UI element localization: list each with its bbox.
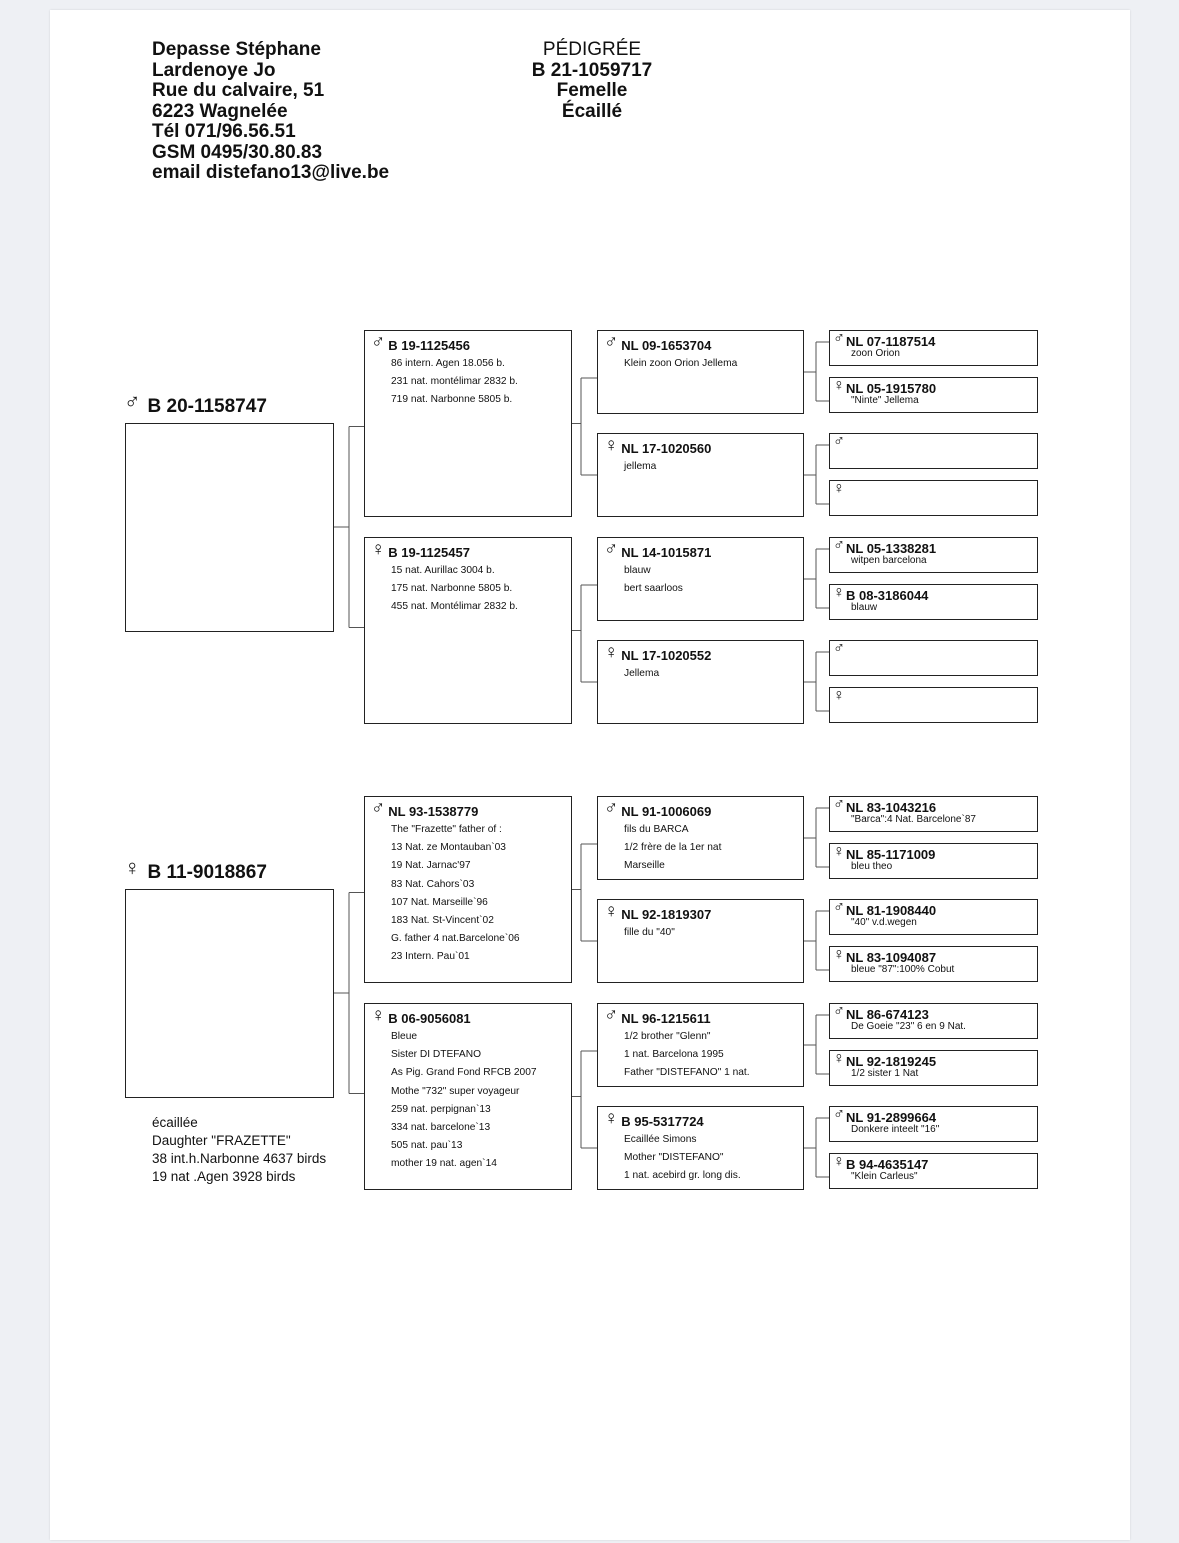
male-symbol-icon: ♂ (124, 389, 141, 414)
ancestor-card[interactable] (597, 640, 804, 724)
female-symbol-icon: ♀ (833, 687, 845, 704)
female-symbol-icon: ♀ (833, 584, 845, 601)
ancestor-card[interactable] (829, 537, 1038, 573)
ring-number: NL 85-1171009 (846, 847, 936, 862)
female-symbol-icon: ♀ (833, 946, 845, 963)
male-symbol-icon: ♂ (371, 332, 386, 353)
owner-contact-block (152, 40, 389, 184)
sire-photo (125, 423, 334, 632)
note-line: witpen barcelona (851, 555, 927, 566)
owner-phone: Tél 071/96.56.51 (152, 121, 296, 142)
ancestor-card[interactable] (597, 1106, 804, 1190)
ancestor-notes (624, 1131, 741, 1186)
male-symbol-icon: ♂ (604, 1005, 619, 1026)
ancestor-card[interactable] (597, 433, 804, 517)
male-symbol-icon: ♂ (604, 332, 619, 353)
ring-number: NL 86-674123 (846, 1007, 929, 1022)
note-line: 334 nat. barcelone`13 (391, 1122, 491, 1134)
ring-number: NL 96-1215611 (621, 1011, 711, 1026)
male-symbol-icon: ♂ (833, 537, 845, 554)
owner-name-1: Depasse Stéphane (152, 39, 321, 60)
male-symbol-icon: ♂ (833, 899, 845, 916)
ring-number: NL 91-2899664 (846, 1110, 937, 1125)
ancestor-card[interactable] (364, 330, 572, 517)
owner-name-2: Lardenoye Jo (152, 59, 276, 81)
female-symbol-icon: ♀ (833, 377, 845, 394)
female-symbol-icon: ♀ (833, 1050, 845, 1067)
female-symbol-icon: ♀ (833, 843, 845, 860)
ancestor-header (604, 1005, 711, 1027)
ancestor-header (604, 901, 712, 923)
ring-number: NL 83-1043216 (846, 800, 937, 815)
ancestor-notes (624, 355, 737, 373)
note-line: 23 Intern. Pau`01 (391, 951, 470, 963)
note-line: 13 Nat. ze Montauban`03 (391, 842, 506, 854)
ring-number: B 11-9018867 (147, 862, 267, 883)
male-symbol-icon: ♂ (833, 433, 845, 450)
ancestor-notes (851, 1021, 966, 1032)
ancestor-header (371, 798, 479, 820)
ring-number: NL 14-1015871 (621, 545, 712, 560)
ring-number: B 08-3186044 (846, 588, 929, 603)
ancestor-card[interactable] (597, 330, 804, 414)
owner-mobile: GSM 0495/30.80.83 (152, 141, 323, 163)
ancestor-notes (391, 1028, 537, 1174)
female-symbol-icon: ♀ (604, 435, 619, 456)
ring-number: NL 17-1020560 (621, 441, 712, 456)
ancestor-notes (851, 348, 900, 359)
ancestor-card[interactable] (829, 1003, 1038, 1039)
ring-number: NL 05-1915780 (846, 381, 937, 396)
ring-number: B 95-5317724 (621, 1114, 704, 1129)
sire-label (124, 389, 267, 418)
female-symbol-icon: ♀ (604, 901, 619, 922)
note-line: blauw (851, 602, 878, 613)
note-line: Ecaillée Simons (624, 1134, 697, 1145)
ring-number: NL 83-1094087 (846, 950, 937, 965)
ancestor-card[interactable] (829, 687, 1038, 723)
owner-city: 6223 Wagnelée (152, 100, 288, 122)
note-line: "40" v.d.wegen (851, 917, 917, 928)
owner-street: Rue du calvaire, 51 (152, 80, 325, 101)
ancestor-card[interactable] (829, 796, 1038, 832)
ring-number: NL 91-1006069 (621, 804, 712, 819)
male-symbol-icon: ♂ (833, 330, 845, 347)
note-line: bert saarloos (624, 583, 683, 595)
ring-number: NL 07-1187514 (846, 334, 936, 349)
ancestor-card[interactable] (364, 537, 572, 724)
ancestor-notes (851, 602, 877, 613)
note-line: 1 nat. acebird gr. long dis. (624, 1170, 741, 1182)
female-symbol-icon: ♀ (833, 1153, 845, 1170)
ring-number: NL 93-1538779 (388, 804, 479, 819)
ancestor-header (604, 435, 712, 457)
ancestor-card[interactable] (829, 1153, 1038, 1189)
note-line: 1/2 frère de la 1er nat (624, 842, 722, 854)
ancestor-card[interactable] (829, 946, 1038, 982)
note-line: fils du BARCA (624, 824, 689, 835)
ancestor-notes (851, 1171, 918, 1182)
ancestor-notes (851, 917, 917, 928)
ancestor-notes (851, 1124, 939, 1135)
ancestor-card[interactable] (829, 899, 1038, 935)
pedigree-page (50, 10, 1130, 1540)
ancestor-notes (851, 1068, 918, 1079)
note-line: "Barca":4 Nat. Barcelone`87 (851, 814, 976, 825)
ancestor-notes (391, 355, 518, 410)
note-line: blauw (624, 565, 651, 576)
dam-note-line: 19 nat .Agen 3928 birds (152, 1169, 296, 1184)
ancestor-notes (851, 395, 919, 406)
ring-number: B 19-1125456 (388, 338, 470, 353)
note-line: zoon Orion (851, 348, 900, 359)
ancestor-header (371, 1005, 471, 1027)
dam-notes (152, 1114, 326, 1186)
note-line: 259 nat. perpignan`13 (391, 1103, 491, 1115)
ring-number: B 06-9056081 (388, 1011, 471, 1026)
ancestor-card[interactable] (829, 640, 1038, 676)
note-line: 1/2 sister 1 Nat (851, 1068, 919, 1079)
ancestor-card[interactable] (829, 433, 1038, 469)
ring-number: NL 81-1908440 (846, 903, 937, 918)
ancestor-notes (624, 458, 656, 476)
note-line: Mothe "732" super voyageur (391, 1085, 520, 1097)
ancestor-card[interactable] (829, 1050, 1038, 1086)
ring-number: B 20-1158747 (147, 396, 267, 417)
ancestor-notes (391, 562, 518, 617)
note-line: 183 Nat. St-Vincent`02 (391, 915, 494, 927)
ring-number: NL 92-1819307 (621, 907, 712, 922)
male-symbol-icon: ♂ (604, 798, 619, 819)
ancestor-card[interactable] (829, 584, 1038, 620)
ancestor-notes (391, 821, 520, 967)
ancestor-header (833, 642, 845, 660)
ancestor-notes (851, 814, 976, 825)
note-line: The "Frazette" father of : (391, 824, 502, 835)
note-line: bleue "87":100% Cobut (851, 964, 955, 975)
ring-number: B 19-1125457 (388, 545, 470, 560)
ancestor-notes (851, 555, 927, 566)
ancestor-notes (624, 821, 721, 876)
note-line: 231 nat. montélimar 2832 b. (391, 376, 518, 388)
ancestor-header (833, 689, 845, 707)
male-symbol-icon: ♂ (833, 1003, 845, 1020)
pedigree-header (492, 40, 692, 122)
ancestor-header (604, 642, 712, 664)
dam-note-line: Daughter "FRAZETTE" (152, 1133, 291, 1148)
note-line: Mother "DISTEFANO" (624, 1152, 724, 1164)
ancestor-card[interactable] (597, 537, 804, 621)
ancestor-card[interactable] (829, 377, 1038, 413)
dam-label (124, 855, 267, 884)
note-line: mother 19 nat. agen`14 (391, 1158, 497, 1170)
dam-note-line: 38 int.h.Narbonne 4637 birds (152, 1151, 327, 1166)
note-line: 505 nat. pau`13 (391, 1140, 463, 1152)
ancestor-header (833, 482, 845, 500)
female-symbol-icon: ♀ (371, 539, 386, 560)
owner-email: email distefano13@live.be (152, 162, 390, 183)
ancestor-card[interactable] (829, 1106, 1038, 1142)
ancestor-header (604, 1108, 704, 1130)
ancestor-card[interactable] (364, 796, 572, 983)
male-symbol-icon: ♂ (833, 640, 845, 657)
ring-number: NL 17-1020552 (621, 648, 712, 663)
ancestor-card[interactable] (829, 843, 1038, 879)
ancestor-header (604, 798, 712, 820)
subject-color: Écaillé (561, 100, 623, 122)
ancestor-header (604, 539, 712, 561)
male-symbol-icon: ♂ (833, 1106, 845, 1123)
ancestor-header (604, 332, 712, 354)
ancestor-card[interactable] (597, 1003, 804, 1087)
subject-sex: Femelle (556, 80, 628, 101)
dam-note-line: écaillée (152, 1115, 198, 1130)
note-line: De Goeie "23" 6 en 9 Nat. (851, 1021, 966, 1032)
note-line: 107 Nat. Marseille`96 (391, 896, 488, 908)
ancestor-notes (624, 562, 683, 598)
note-line: 15 nat. Aurillac 3004 b. (391, 565, 495, 576)
note-line: Father "DISTEFANO" 1 nat. (624, 1067, 750, 1079)
note-line: Bleue (391, 1031, 418, 1042)
ancestor-card[interactable] (364, 1003, 572, 1190)
ancestor-header (371, 539, 470, 561)
ring-number: NL 09-1653704 (621, 338, 712, 353)
ancestor-header (833, 435, 845, 453)
ring-number: NL 05-1338281 (846, 541, 937, 556)
ancestor-card[interactable] (829, 330, 1038, 366)
note-line: 455 nat. Montélimar 2832 b. (391, 601, 518, 613)
ancestor-notes (624, 1028, 750, 1083)
note-line: As Pig. Grand Fond RFCB 2007 (391, 1067, 537, 1079)
ring-number: B 94-4635147 (846, 1157, 929, 1172)
ring-number: NL 92-1819245 (846, 1054, 937, 1069)
note-line: 83 Nat. Cahors`03 (391, 878, 475, 890)
ancestor-notes (624, 665, 659, 683)
note-line: Sister DI DTEFANO (391, 1049, 482, 1061)
pedigree-title: PÉDIGRÉE (542, 39, 642, 60)
note-line: 175 nat. Narbonne 5805 b. (391, 583, 513, 595)
note-line: 1/2 brother "Glenn" (624, 1031, 711, 1042)
note-line: fille du "40" (624, 927, 675, 938)
note-line: Donkere inteelt "16" (851, 1124, 940, 1135)
ancestor-card[interactable] (829, 480, 1038, 516)
ancestor-card[interactable] (597, 796, 804, 880)
note-line: "Ninte" Jellema (851, 395, 919, 406)
subject-ring-number: B 21-1059717 (531, 59, 653, 81)
note-line: 86 intern. Agen 18.056 b. (391, 358, 505, 369)
female-symbol-icon: ♀ (124, 855, 141, 880)
note-line: jellema (624, 461, 657, 472)
ancestor-header (833, 586, 928, 604)
female-symbol-icon: ♀ (604, 642, 619, 663)
female-symbol-icon: ♀ (371, 1005, 386, 1026)
note-line: G. father 4 nat.Barcelone`06 (391, 933, 520, 945)
note-line: 19 Nat. Jarnac'97 (391, 860, 471, 872)
note-line: bleu theo (851, 861, 893, 872)
male-symbol-icon: ♂ (604, 539, 619, 560)
ancestor-notes (624, 924, 675, 942)
note-line: Jellema (624, 668, 660, 679)
note-line: Klein zoon Orion Jellema (624, 358, 738, 369)
female-symbol-icon: ♀ (833, 480, 845, 497)
note-line: Marseille (624, 860, 665, 872)
male-symbol-icon: ♂ (371, 798, 386, 819)
female-symbol-icon: ♀ (604, 1108, 619, 1129)
note-line: 719 nat. Narbonne 5805 b. (391, 394, 513, 406)
ancestor-notes (851, 964, 954, 975)
male-symbol-icon: ♂ (833, 796, 845, 813)
note-line: "Klein Carleus" (851, 1171, 918, 1182)
ancestor-card[interactable] (597, 899, 804, 983)
ancestor-notes (851, 861, 892, 872)
dam-photo (125, 889, 334, 1098)
note-line: 1 nat. Barcelona 1995 (624, 1049, 724, 1061)
ancestor-header (371, 332, 470, 354)
